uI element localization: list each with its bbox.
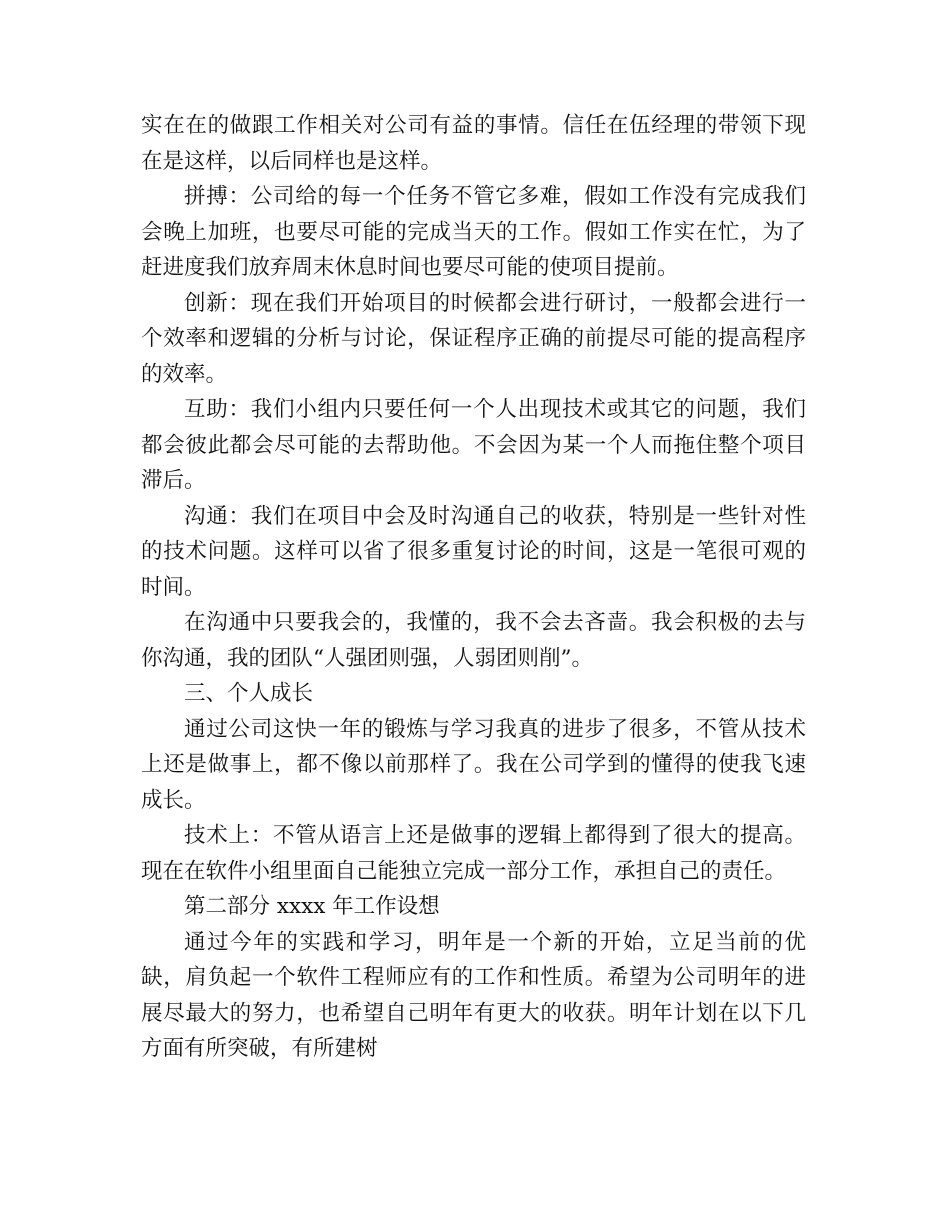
document-body: [141, 108, 806, 1067]
section-heading-part-two: 第二部分 xxxx 年工作设想: [184, 894, 440, 919]
paragraph-pinbo: 拼搏：公司给的每一个任务不管它多难，假如工作没有完成我们会晚上加班，也要尽可能的完成当天的工作。假如工作实在忙，为了赶进度我们放弃周末休息时间也要尽可能的使项目提前。: [141, 184, 806, 280]
section-heading-personal-growth: 三、个人成长: [184, 681, 314, 706]
paragraph-goutong: 沟通：我们在项目中会及时沟通自己的收获，特别是一些针对性的技术问题。这样可以省了很多重复讨论的时间，这是一笔很可观的时间。: [141, 503, 806, 600]
paragraph-next-year-plan: 通过今年的实践和学习，明年是一个新的开始，立足当前的优缺，肩负起一个软件工程师应有的工作和性质。希望为公司明年的进展尽最大的努力，也希望自己明年有更大的收获。明年计划在以下几方面有所突破，有所建树: [141, 929, 806, 1061]
paragraph-growth-summary: 通过公司这快一年的锻炼与学习我真的进步了很多，不管从技术上还是做事上，都不像以前那样了。我在公司学到的懂得的使我飞速成长。: [141, 716, 806, 813]
paragraph-chuangxin: 创新：现在我们开始项目的时候都会进行研讨，一般都会进行一个效率和逻辑的分析与讨论，保证程序正确的前提尽可能的提高程序的效率。: [141, 290, 806, 387]
paragraph-huzhu: 互助：我们小组内只要任何一个人出现技术或其它的问题，我们都会彼此都会尽可能的去帮助他。不会因为某一个人而拖住整个项目滞后。: [141, 397, 806, 493]
paragraph-goutong-continued: 在沟通中只要我会的，我懂的，我不会去吝啬。我会积极的去与你沟通，我的团队“人强团则强，人弱团则削”。: [141, 610, 806, 671]
paragraph-continuation: 实在在的做跟工作相关对公司有益的事情。信任在伍经理的带领下现在是这样，以后同样也是这样。: [141, 113, 806, 174]
paragraph-technical: 技术上：不管从语言上还是做事的逻辑上都得到了很大的提高。现在在软件小组里面自己能独立完成一部分工作，承担自己的责任。: [141, 823, 806, 884]
